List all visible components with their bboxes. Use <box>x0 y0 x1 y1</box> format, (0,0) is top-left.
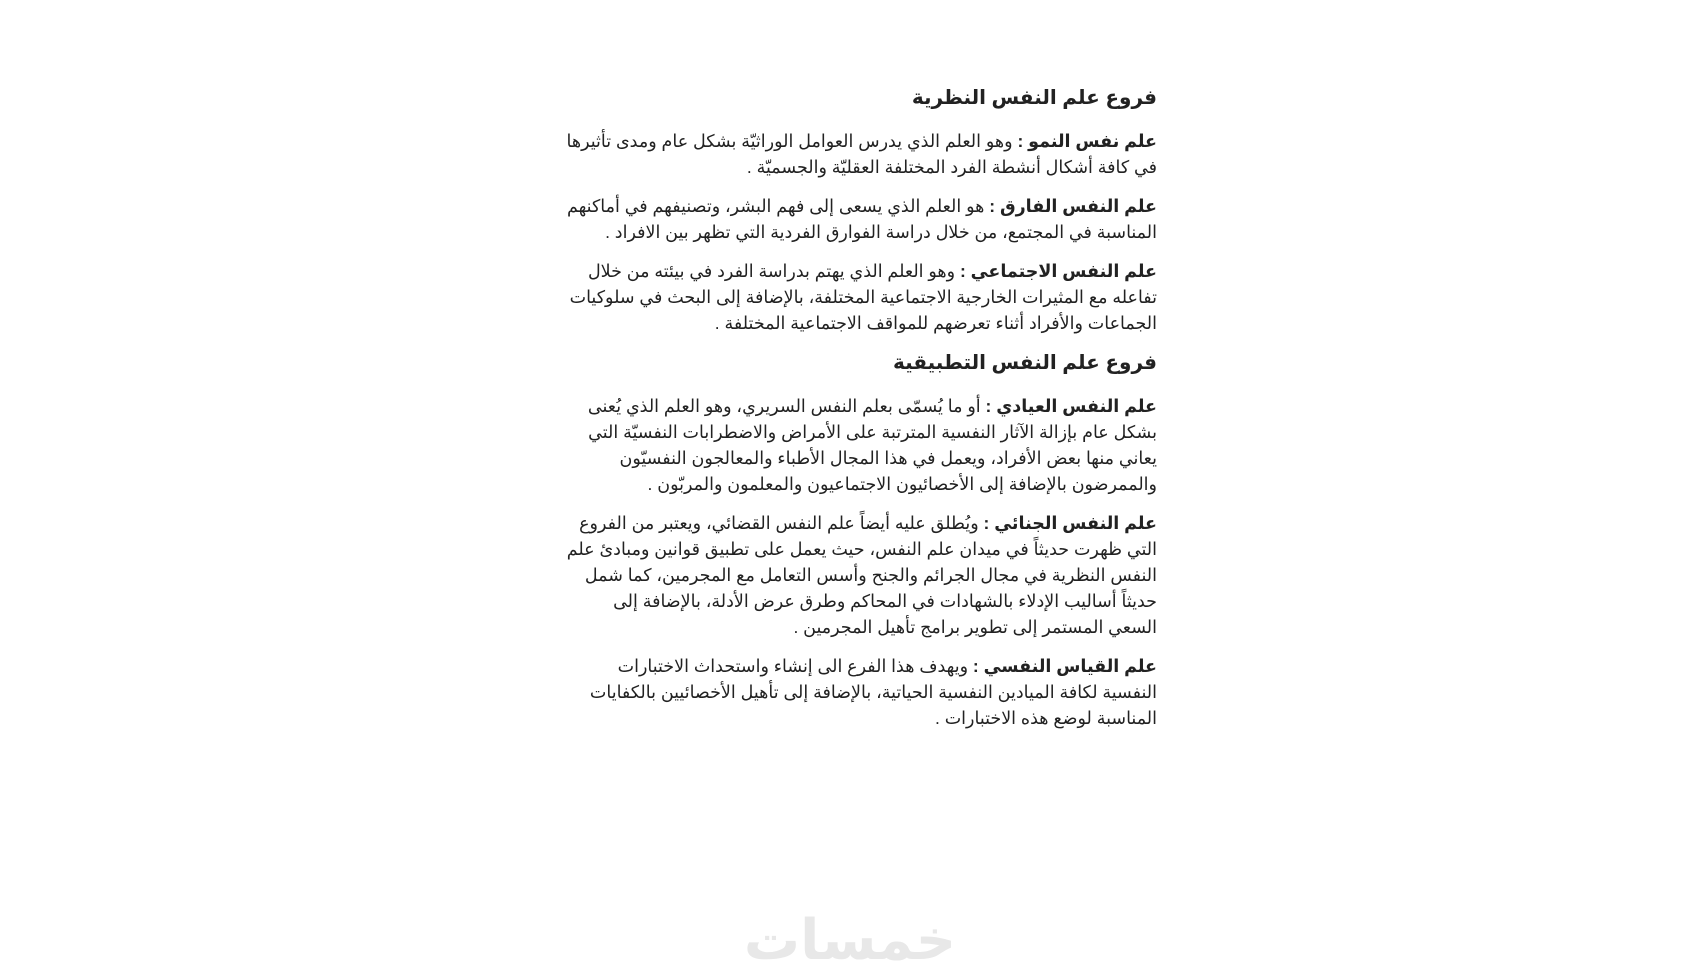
entry-developmental-psychology <box>562 128 1157 180</box>
entry-differential-psychology <box>562 193 1157 245</box>
entry-text: وهو العلم الذي يدرس العوامل الوراثيّة بشكل عام ومدى تأثيرها في كافة أشكال أنشطة الفرد المختلفة العقليّة والجسميّة . <box>566 131 1157 177</box>
entry-social-psychology <box>562 258 1157 336</box>
entry-text: هو العلم الذي يسعى إلى فهم البشر، وتصنيفهم في أماكنهم المناسبة في المجتمع، من خلال دراسة الفوارق الفردية التي تظهر بين الافراد . <box>566 196 1157 242</box>
entry-forensic-psychology <box>562 510 1157 640</box>
section-title-applied: فروع علم النفس التطبيقية <box>892 352 1157 374</box>
entry-text: وهو العلم الذي يهتم بدراسة الفرد في بيئته من خلال تفاعله مع المثيرات الخارجية الاجتماعية المختلفة، بالإضافة إلى البحث في سلوكيات الجماعات والأفراد أثناء تعرضهم للمواقف الاجتماعية المختلفة . <box>569 261 1157 333</box>
entry-term: علم النفس العيادي : <box>985 396 1157 416</box>
entry-term: علم النفس الاجتماعي : <box>959 261 1157 281</box>
entry-text: أو ما يُسمّى بعلم النفس السريري، وهو العلم الذي يُعنى بشكل عام بإزالة الآثار النفسية المترتبة على الأمراض والاضطرابات النفسيّة التي يعاني منها بعض الأفراد، ويعمل في هذا المجال الأطباء والمعالجون النفسيّون والممرضون بالإضافة إلى الأخصائيون الاجتماعيون والمعلمون والمربّون . <box>587 396 1157 494</box>
entry-term: علم النفس الجنائي : <box>983 513 1157 533</box>
entry-term: علم القياس النفسي : <box>972 656 1157 676</box>
document-body <box>562 84 1157 744</box>
entry-term: علم النفس الفارق : <box>989 196 1157 216</box>
section-title-theoretical: فروع علم النفس النظرية <box>911 87 1157 109</box>
entry-text: ويهدف هذا الفرع الى إنشاء واستحداث الاختبارات النفسية لكافة الميادين النفسية الحياتية، بالإضافة إلى تأهيل الأخصائيين بالكفايات المناسبة لوضع هذه الاختبارات . <box>589 656 1157 728</box>
entry-psychometrics <box>562 653 1157 731</box>
entry-term: علم نفس النمو : <box>1017 131 1157 151</box>
entry-clinical-psychology <box>562 393 1157 497</box>
watermark-logo: خمسات <box>743 908 957 970</box>
entry-text: ويُطلق عليه أيضاً علم النفس القضائي، ويعتبر من الفروع التي ظهرت حديثاً في ميدان علم النفس، حيث يعمل على تطبيق قوانين ومبادئ علم النفس النظرية في مجال الجرائم والجنح وأسس التعامل مع المجرمين، كما شمل حديثاً أساليب الإدلاء بالشهادات في المحاكم وطرق عرض الأدلة، بالإضافة إلى السعي المستمر إلى تطوير برامج تأهيل المجرمين . <box>566 513 1157 637</box>
